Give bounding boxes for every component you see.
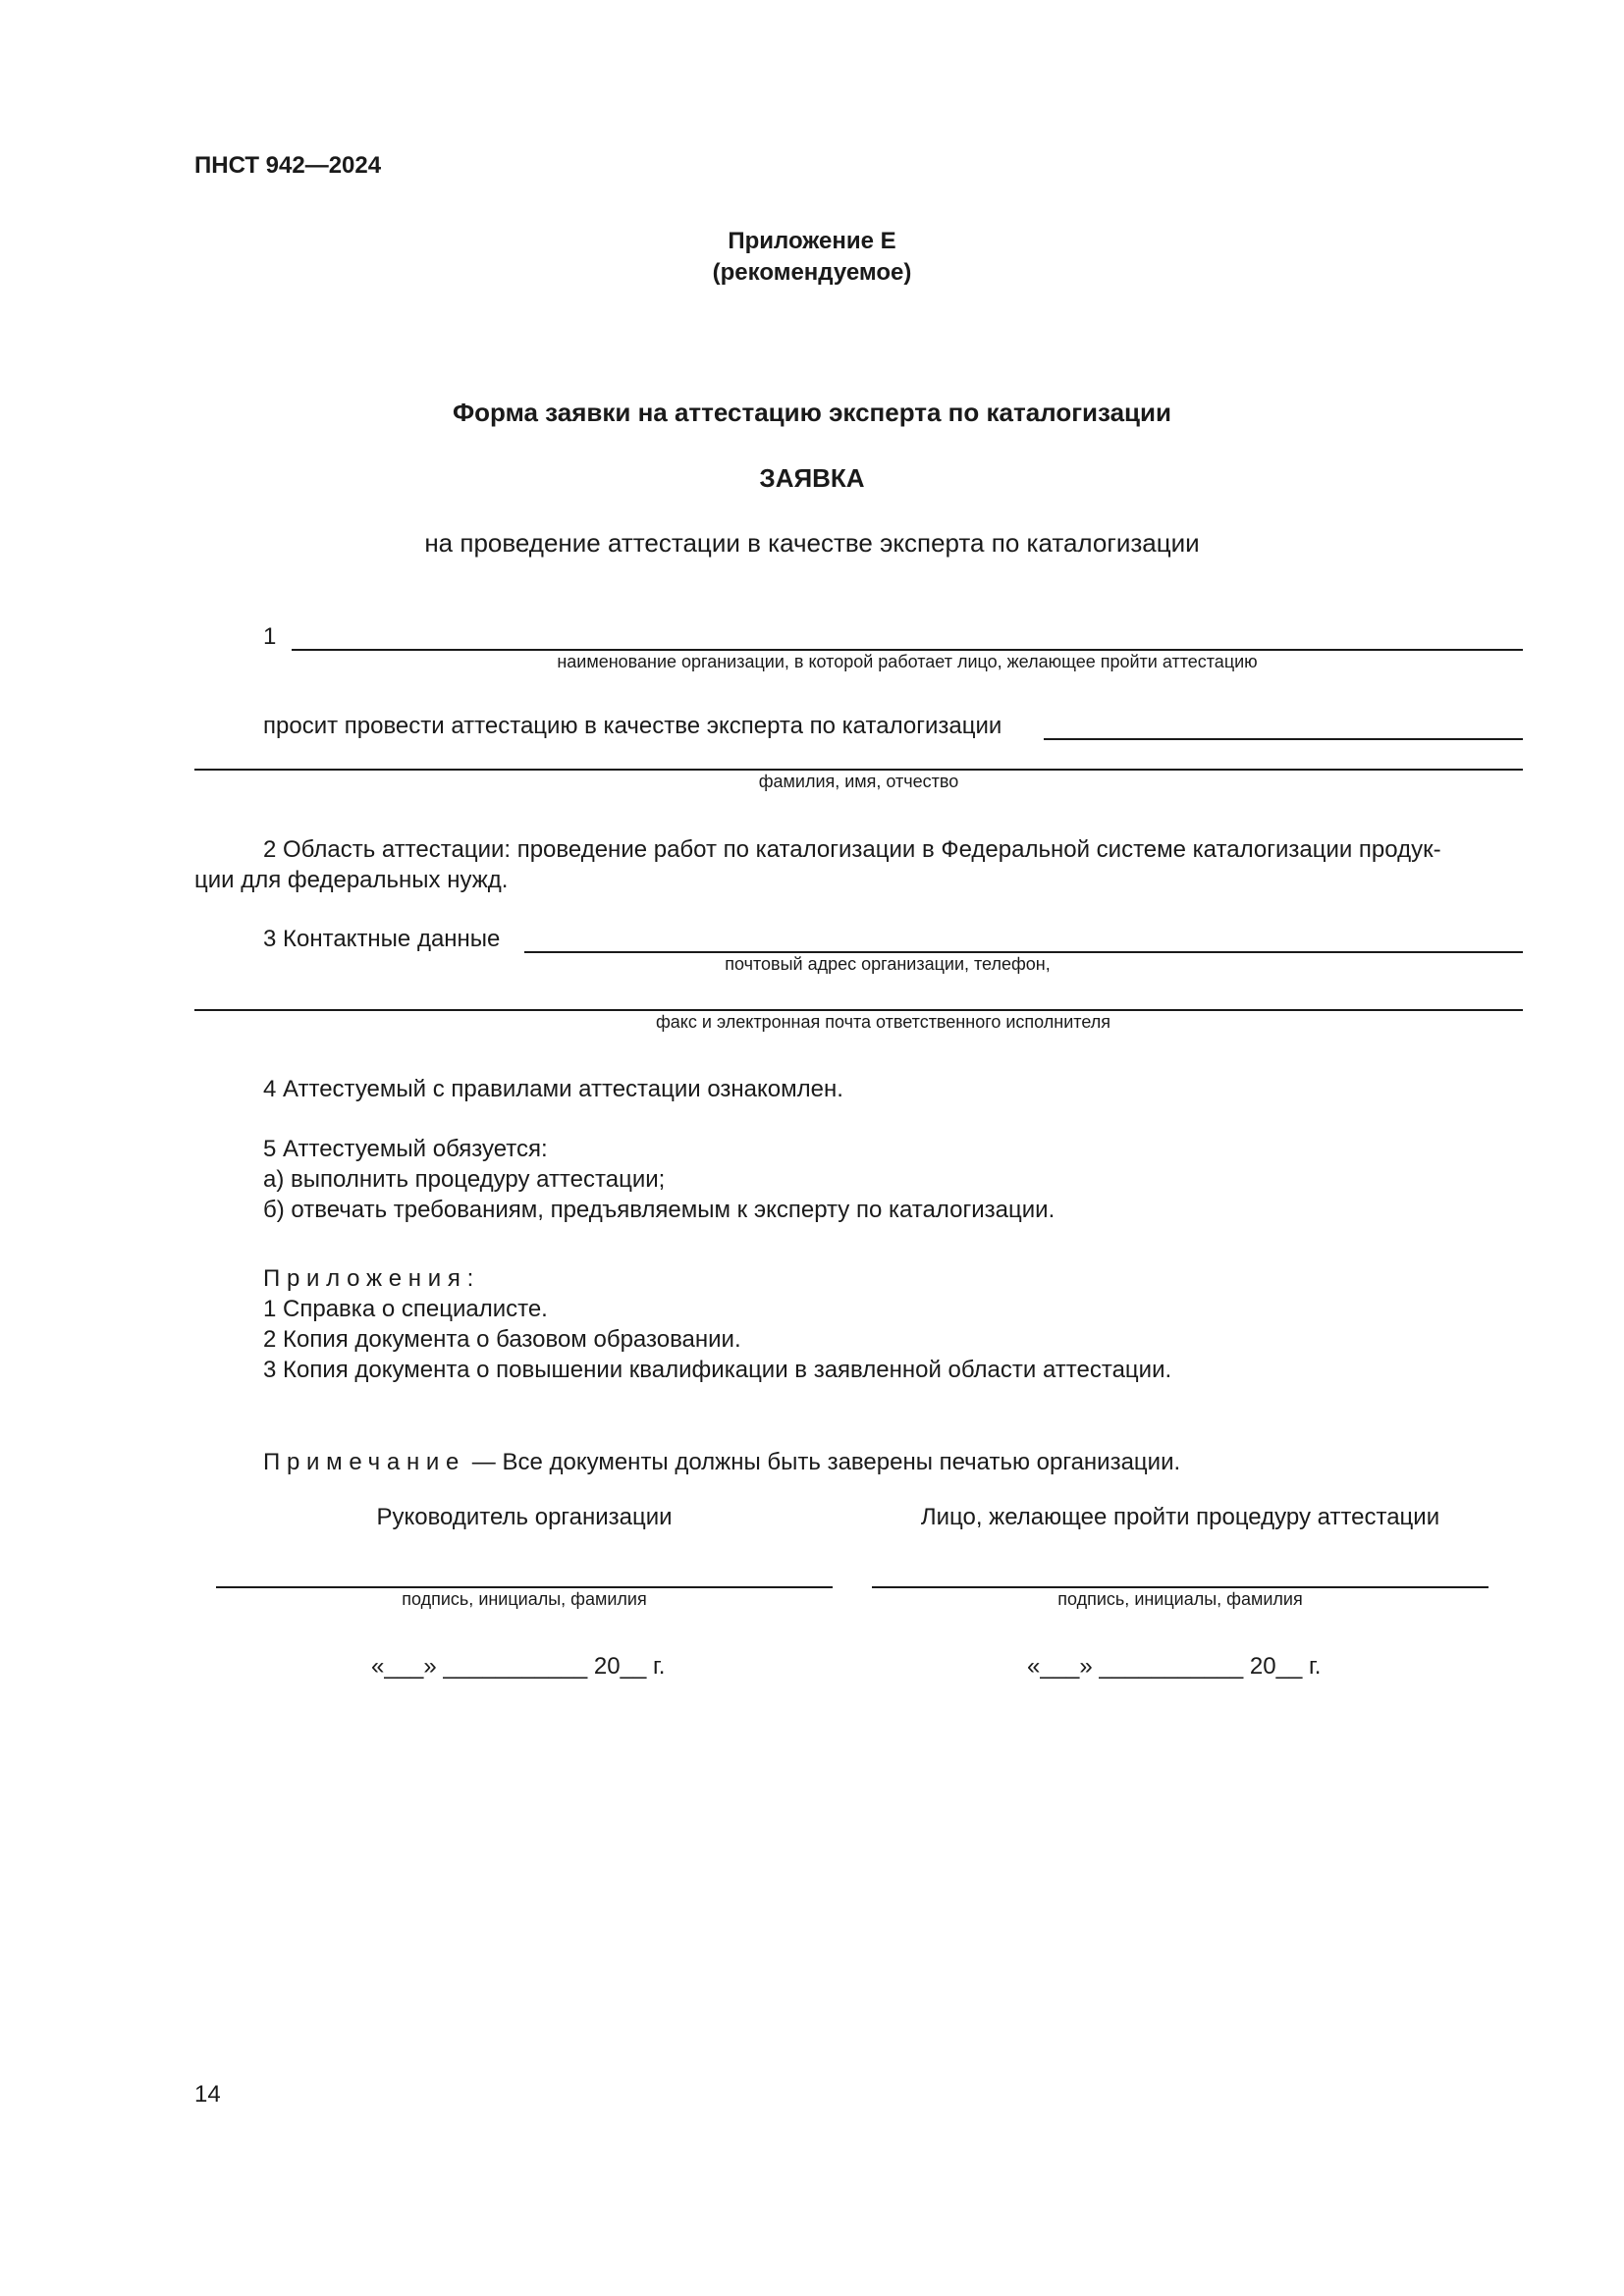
attachment-item: 2 Копия документа о базовом образовании. (263, 1326, 741, 1353)
item-5-head: 5 Аттестуемый обязуется: (263, 1136, 548, 1162)
item-4: 4 Аттестуемый с правилами аттестации ознакомлен. (263, 1076, 843, 1102)
note (263, 1449, 1180, 1476)
contact-caption2: факс и электронная почта ответственного исполнителя (655, 1012, 1111, 1032)
attachments-heading-colon: : (466, 1265, 474, 1292)
appendix-title: Приложение Е (728, 228, 896, 254)
zayavka-heading: ЗАЯВКА (759, 463, 865, 493)
contact-field-line2[interactable] (194, 1009, 1523, 1011)
form-title: Форма заявки на аттестацию эксперта по каталогизации (452, 398, 1172, 427)
attachment-item: 3 Копия документа о повышении квалификации в заявленной области аттестации. (263, 1357, 1172, 1383)
note-label: Примечание (263, 1449, 466, 1475)
attachment-item: 1 Справка о специалисте. (263, 1296, 548, 1322)
right-signature-title: Лицо, желающее пройти процедуру аттестации (920, 1504, 1440, 1530)
right-date-field[interactable]: «___» ___________ 20__ г. (1027, 1653, 1322, 1680)
request-text: просит провести аттестацию в качестве эксперта по каталогизации (263, 713, 1002, 739)
right-signature-caption: подпись, инициалы, фамилия (1057, 1589, 1303, 1609)
item-2-line1: 2 Область аттестации: проведение работ по каталогизации в Федеральной системе каталогизации продук- (263, 836, 1441, 863)
attachments-heading-text: Приложения (263, 1265, 467, 1292)
item-5-b: б) отвечать требованиям, предъявляемым к эксперту по каталогизации. (263, 1197, 1056, 1223)
left-signature-field[interactable] (216, 1586, 833, 1588)
contact-caption1: почтовый адрес организации, телефон, (725, 954, 1051, 974)
document-code: ПНСТ 942—2024 (194, 152, 382, 179)
contact-field-line1[interactable] (524, 951, 1523, 953)
item-2-line2: ции для федеральных нужд. (194, 867, 509, 893)
fio-caption: фамилия, имя, отчество (758, 772, 959, 791)
right-signature-field[interactable] (872, 1586, 1489, 1588)
appendix-type: (рекомендуемое) (712, 259, 912, 286)
attachments-heading (263, 1265, 473, 1293)
organization-name-field[interactable] (292, 649, 1523, 651)
left-signature-caption: подпись, инициалы, фамилия (402, 1589, 647, 1609)
contact-label: 3 Контактные данные (263, 926, 501, 952)
organization-name-caption: наименование организации, в которой работает лицо, желающее пройти аттестацию (557, 652, 1258, 671)
left-signature-title: Руководитель организации (376, 1504, 673, 1530)
fio-field-part1[interactable] (1044, 738, 1523, 740)
item-5-a: а) выполнить процедуру аттестации; (263, 1166, 666, 1193)
item-1-number: 1 (263, 623, 277, 650)
page-number: 14 (194, 2081, 221, 2108)
fio-field-part2[interactable] (194, 769, 1523, 771)
note-text: — Все документы должны быть заверены печатью организации. (465, 1449, 1181, 1475)
left-date-field[interactable]: «___» ___________ 20__ г. (371, 1653, 666, 1680)
zayavka-subtitle: на проведение аттестации в качестве эксперта по каталогизации (424, 528, 1200, 558)
